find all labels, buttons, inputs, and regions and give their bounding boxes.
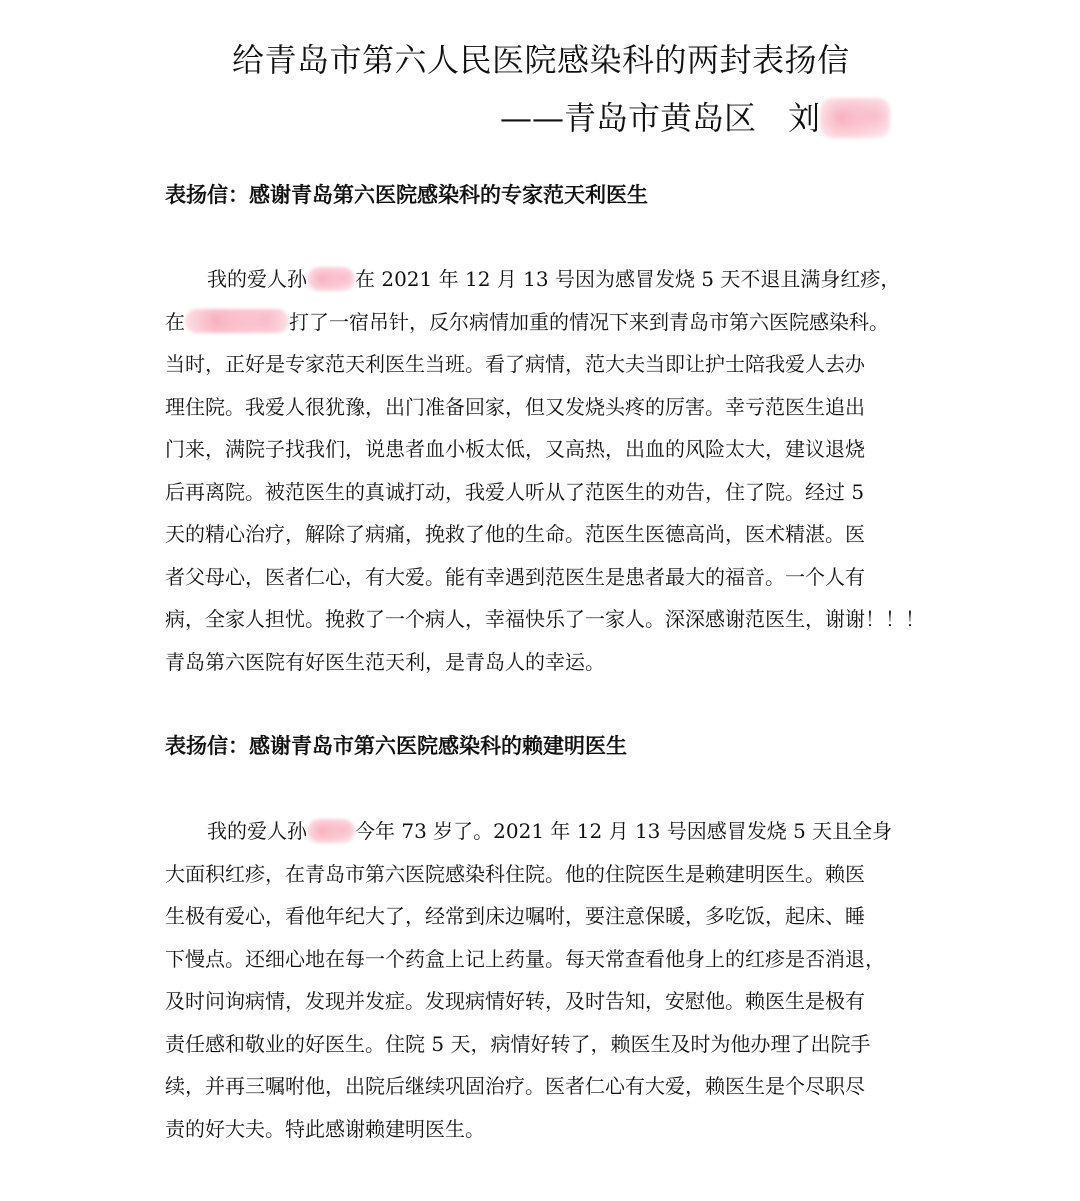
letter-1-line: 者父母心，医者仁心，有大爱。能有幸遇到范医生是患者最大的福音。一个人有 [165, 564, 865, 589]
redaction-mark [307, 267, 355, 291]
letter-2-line: 责的好大夫。特此感谢赖建明医生。 [165, 1116, 485, 1141]
letter-1-line: 当时，正好是专家范天利医生当班。看了病情，范大夫当即让护士陪我爱人去办 [165, 352, 865, 376]
letter-1-line: 我的爱人孙 在 2021 年 12 月 13 号因为感冒发烧 5 天不退且满身红疹， [207, 267, 901, 291]
letter-2-body [165, 810, 925, 1150]
letter-1-line: 天的精心治疗，解除了病痛，挽救了他的生命。范医生医德高尚，医术精湛。医 [165, 522, 865, 546]
redaction-mark [307, 819, 355, 843]
letter-2-line: 续，并再三嘱咐他，出院后继续巩固治疗。医者仁心有大爱，赖医生是个尽职尽 [165, 1074, 865, 1098]
letter-1-line: 病，全家人担忧。挽救了一个病人，幸福快乐了一家人。深深感谢范医生，谢谢！！！ [165, 607, 925, 631]
author-text: ——青岛市黄岛区 刘 [500, 99, 821, 137]
letter-1-line: 在 打了一宿吊针，反尔病情加重的情况下来到青岛市第六医院感染科。 [165, 309, 889, 334]
letter-2-line: 下慢点。还细心地在每一个药盒上记上药量。每天常查看他身上的红疹是否消退， [165, 946, 885, 971]
document-title: 给青岛市第六人民医院感染科的两封表扬信 [232, 41, 850, 79]
letter-2-line: 大面积红疹，在青岛市第六医院感染科住院。他的住院医生是赖建明医生。赖医 [165, 861, 865, 886]
letter-1-heading: 表扬信：感谢青岛第六医院感染科的专家范天利医生 [165, 183, 648, 207]
letter-1-line: 青岛第六医院有好医生范天利，是青岛人的幸运。 [165, 649, 605, 674]
letter-2-line: 生极有爱心，看他年纪大了，经常到床边嘱咐，要注意保暖，多吃饭，起床、睡 [165, 904, 865, 928]
letter-2-line: 及时问询病情，发现并发症。发现病情好转，及时告知，安慰他。赖医生是极有 [165, 989, 865, 1013]
document-author-line [500, 96, 920, 140]
letter-1-line: 理住院。我爱人很犹豫，出门准备回家，但又发烧头疼的厉害。幸亏范医生追出 [165, 394, 865, 419]
redaction-mark [820, 98, 890, 138]
letter-2-line: 我的爱人孙 今年 73 岁了。2021 年 12 月 13 号因感冒发烧 5 天且全身 [207, 819, 893, 843]
letter-1-line: 后再离院。被范医生的真诚打动，我爱人听从了范医生的劝告，住了院。经过 5 [165, 479, 865, 504]
letter-2-heading: 表扬信：感谢青岛市第六医院感染科的赖建明医生 [165, 734, 627, 758]
letter-2-line: 责任感和敬业的好医生。住院 5 天，病情好转了，赖医生及时为他办理了出院手 [165, 1031, 871, 1056]
redaction-mark [185, 309, 289, 333]
letter-1-body [165, 258, 925, 683]
letter-1-line: 门来，满院子找我们，说患者血小板太低，又高热，出血的风险太大，建议退烧 [165, 437, 865, 461]
